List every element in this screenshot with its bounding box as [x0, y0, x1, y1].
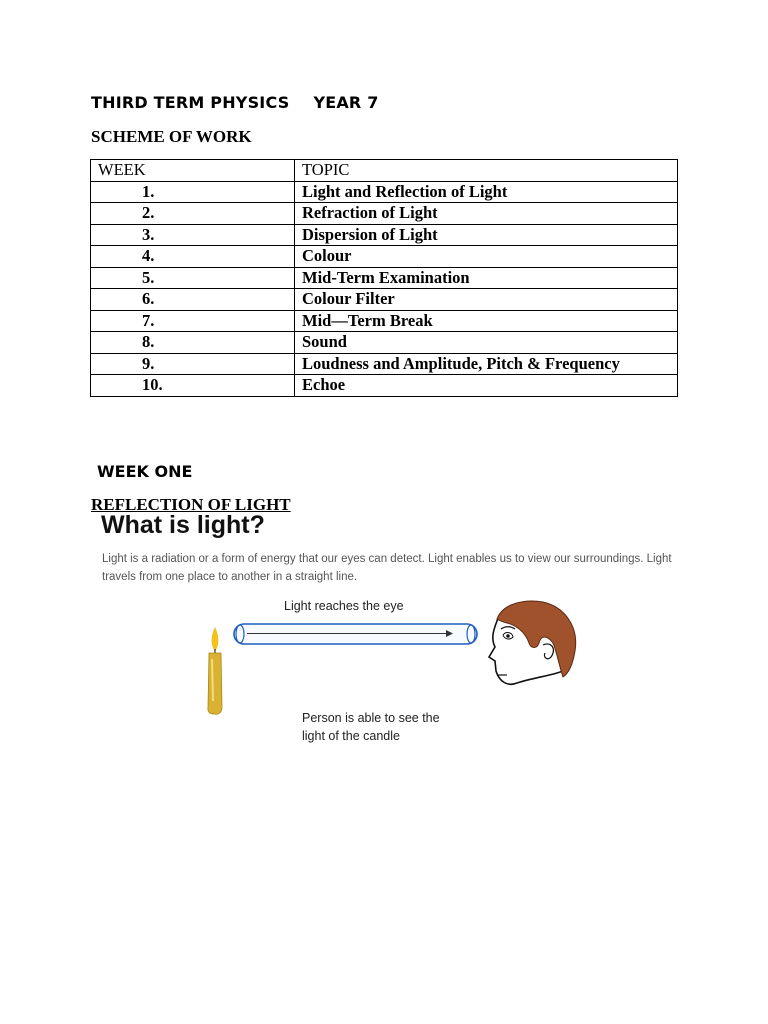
table-row [91, 181, 678, 203]
topic-cell: Refraction of Light [295, 203, 678, 225]
week-heading: WEEK ONE [97, 462, 193, 481]
table-row [91, 224, 678, 246]
figure-description: Light is a radiation or a form of energy that our eyes can detect. Light enables us to view our surroundings. Light travels from one place to another in a straight line. [102, 553, 672, 583]
year-label: YEAR 7 [313, 93, 379, 112]
week-cell: 3. [91, 224, 295, 246]
topic-cell: Mid-Term Examination [295, 267, 678, 289]
topic-cell: Loudness and Amplitude, Pitch & Frequency [295, 353, 678, 375]
week-cell: 4. [91, 246, 295, 268]
table-row [91, 203, 678, 225]
figure-title: What is light? [101, 511, 265, 539]
person-head-icon [489, 601, 576, 684]
column-header-week: WEEK [91, 160, 295, 182]
topic-cell: Light and Reflection of Light [295, 181, 678, 203]
page-title [91, 93, 379, 112]
table-row [91, 332, 678, 354]
light-beam [234, 624, 477, 644]
week-cell: 1. [91, 181, 295, 203]
week-cell: 7. [91, 310, 295, 332]
table-row [91, 246, 678, 268]
beam-label: Light reaches the eye [284, 599, 404, 613]
person-label: Person is able to see the light of the candle [302, 711, 440, 743]
table-row [91, 267, 678, 289]
candle-icon [208, 627, 222, 714]
table-row [91, 375, 678, 397]
topic-cell: Colour [295, 246, 678, 268]
scheme-title: SCHEME OF WORK [91, 127, 252, 146]
week-cell: 9. [91, 353, 295, 375]
column-header-topic: TOPIC [295, 160, 678, 182]
scheme-table [90, 159, 678, 397]
topic-cell: Echoe [295, 375, 678, 397]
table-row [91, 353, 678, 375]
table-row [91, 310, 678, 332]
week-cell: 5. [91, 267, 295, 289]
week-cell: 6. [91, 289, 295, 311]
week-cell: 10. [91, 375, 295, 397]
flame-icon [212, 627, 219, 651]
topic-cell: Sound [295, 332, 678, 354]
table-header-row [91, 160, 678, 182]
light-diagram [195, 595, 585, 720]
table-row [91, 289, 678, 311]
week-cell: 8. [91, 332, 295, 354]
term-title: THIRD TERM PHYSICS [91, 93, 290, 112]
section-heading: REFLECTION OF LIGHT [91, 495, 291, 514]
topic-cell: Dispersion of Light [295, 224, 678, 246]
topic-cell: Mid—Term Break [295, 310, 678, 332]
topic-cell: Colour Filter [295, 289, 678, 311]
week-cell: 2. [91, 203, 295, 225]
